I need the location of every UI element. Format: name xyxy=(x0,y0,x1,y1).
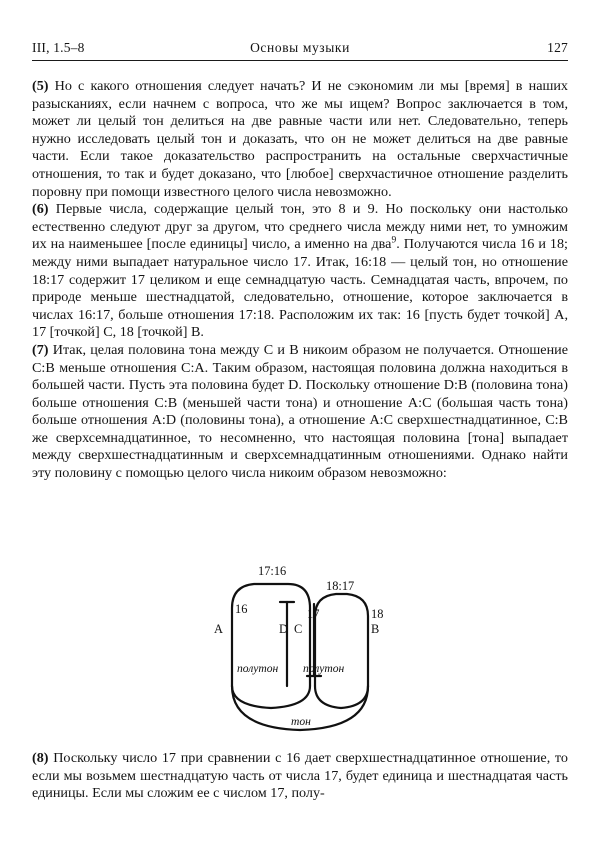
header-rule xyxy=(32,60,568,61)
left-semitone-bowl xyxy=(232,686,310,708)
body-text-lower xyxy=(32,750,568,803)
body-text-upper xyxy=(32,78,568,483)
figure-point-b: B xyxy=(371,622,380,636)
paragraph-5-text: Но с какого отношения следует начать? И не сэкономим ли мы [время] в наших разысканиях, если начнем с вопроса, что же мы ищем? Вопрос заключается в том, может ли целый тон делиться на две равные части или нет. Следовательно, теперь нужно исследовать целый тон и доказать, что он не может делиться на две равные части. Если такое доказательство распространить на остальные сверхчастичные отношения, то так и будет доказано, что [любое] сверхчастичное отношение разделить поровну при помощи известного целого числа невозможно. xyxy=(32,78,568,200)
figure-label-18: 18 xyxy=(371,607,384,621)
paragraph-6 xyxy=(32,201,568,342)
paragraph-7-text: Итак, целая половина тона между C и B никоим образом не получается. Отношение C:B меньше отношения C:A. Таким образом, настоящая половина должна находиться в большей части. Пусть эта половина будет D. Поскольку отношение D:B (половина тона) больше отношения C:B (меньшей части тона) и отношение A:C (большая часть тона) больше отношения A:D (половины тона), а отношение A:C сверхшестнадцатинное, C:B же сверхсемнадцатинное, то несомненно, что настоящая половина [тона] выпадает между сверхшестнадцатинным и сверхсемнадцатинным отношениями. Однако найти эту половину с помощью целого числа никоим образом невозможно: xyxy=(32,341,568,482)
paragraph-7 xyxy=(32,342,568,483)
footnote-marker-9: 9 xyxy=(391,235,397,246)
figure-label-semitone-right: полутон xyxy=(303,662,345,675)
figure-label-semitone-left: полутон xyxy=(237,662,279,675)
right-semitone-bowl xyxy=(315,686,368,708)
paragraph-6-number: (6) xyxy=(32,201,49,218)
figure-point-d: D xyxy=(279,622,288,636)
figure-label-17: 17 xyxy=(307,607,320,621)
running-head xyxy=(32,32,568,56)
figure-label-whole-tone: тон xyxy=(291,715,311,728)
tone-division-diagram xyxy=(190,558,420,738)
paragraph-8-number: (8) xyxy=(32,750,49,766)
paragraph-7-number: (7) xyxy=(32,341,49,358)
paragraph-6-text-part2: . Получаются числа 16 и 18; между ними выпадает натуральное число 17. Итак, 16:18 — целый тон, но отношение 18:17 содержит 17 целиком и еще семнадцатую часть. Семнадцатая часть, впрочем, по природе меньше шестнадцатой, следовательно, отношение, которое заключается в числах 16:17, больше отношения 17:18. Расположим их так: 16 [пусть будет точкой] A, 17 [точкой] C, 18 [точкой] B. xyxy=(32,236,568,341)
running-head-title: Основы музыки xyxy=(250,40,350,55)
paragraph-5-number: (5) xyxy=(32,78,49,94)
page-number: 127 xyxy=(547,40,568,55)
paragraph-8-text: Поскольку число 17 при сравнении с 16 дает сверхшестнадцатинное отношение, то если мы возьмем шестнадцатую часть от числа 17, будет единица и шестнадцатая часть единицы. Если мы сложим ее с числом 17, полу- xyxy=(32,750,568,802)
paragraph-6-text-part1: Первые числа, содержащие целый тон, это 8 и 9. Но поскольку они настолько естественно следуют друг за другом, что среднего числа между ними нет, то умножим их на наименьшее [после единицы] число, а именно на два xyxy=(32,201,568,253)
running-head-left: III, 1.5–8 xyxy=(32,40,85,55)
tone-division-figure xyxy=(190,558,420,738)
figure-point-a: A xyxy=(214,622,223,636)
paragraph-5 xyxy=(32,78,568,201)
figure-label-16: 16 xyxy=(235,602,248,616)
figure-label-ratio-18-17: 18:17 xyxy=(326,579,355,593)
figure-point-c: C xyxy=(294,622,303,636)
paragraph-8 xyxy=(32,750,568,803)
figure-label-ratio-17-16: 17:16 xyxy=(258,564,287,578)
